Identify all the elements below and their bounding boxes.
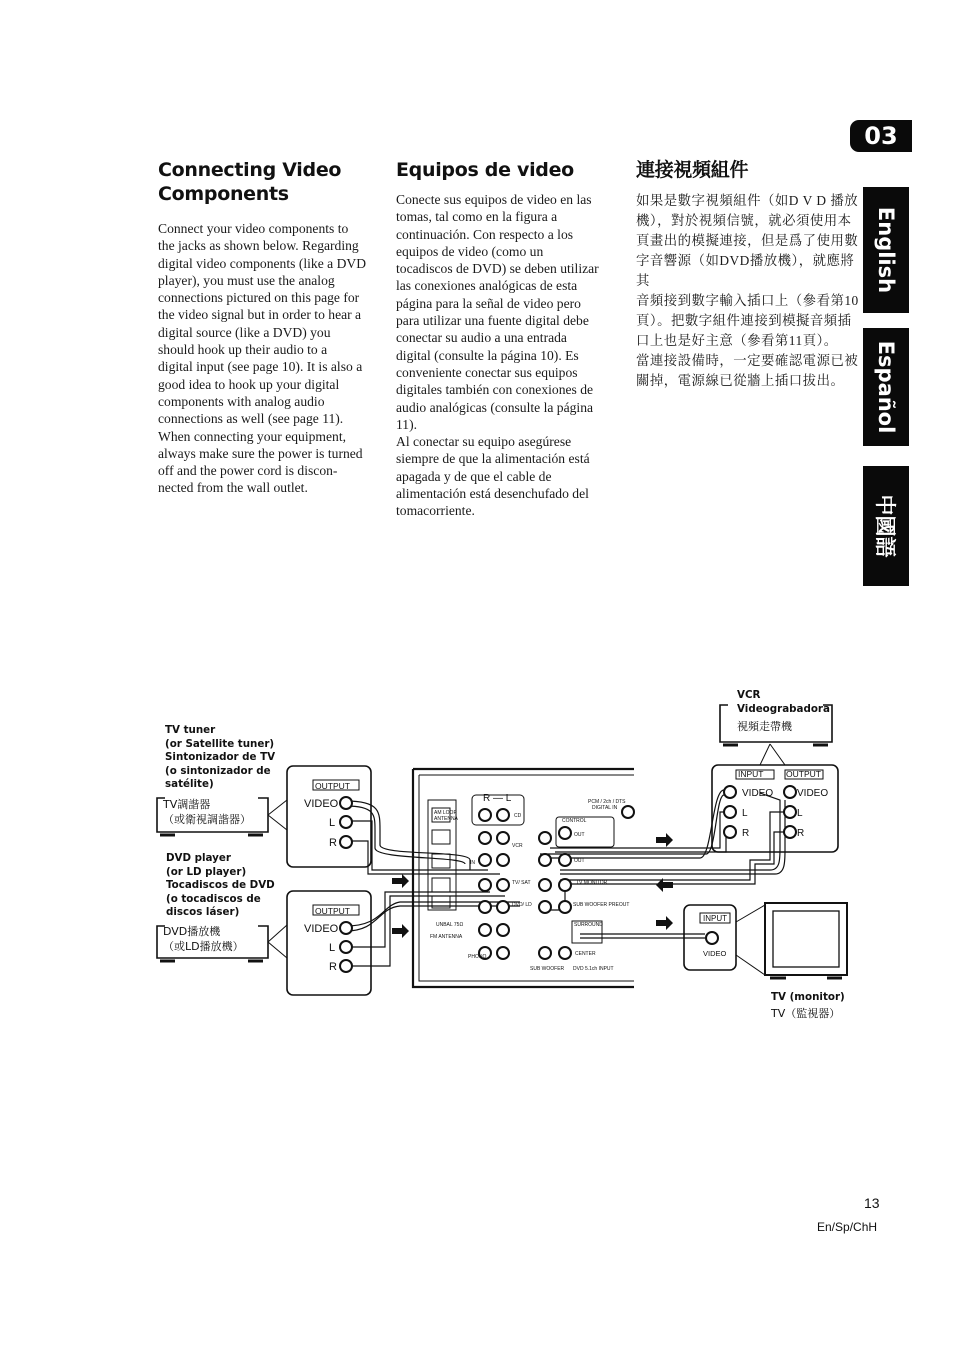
text-line: good idea to hook up your digital <box>158 376 340 392</box>
text-line: conveniente conectar sus equipos <box>396 364 578 380</box>
vcr-label: VCR Videograbadora <box>737 689 830 715</box>
vcr-input-label: INPUT <box>738 769 764 779</box>
text-line: audio analógicas (consulte la página <box>396 399 594 415</box>
text-line: página para la señal de video pero <box>396 295 581 311</box>
fm-antenna-label: FM ANTENNA <box>430 934 463 940</box>
dvd-l-label: L <box>329 942 336 954</box>
tv-input-label: INPUT <box>703 914 727 923</box>
vcr-zh: 視頻走帶機 <box>737 720 792 733</box>
am-antenna-label: ANTENNA <box>434 816 458 822</box>
text-line: the video signal but in order to hear a <box>158 307 362 323</box>
tv-monitor-device <box>765 903 847 975</box>
text-line: DVD player <box>166 852 231 864</box>
dvd-player-zh: DVD播放機 （或LD播放機） <box>163 925 244 953</box>
text-line: off and the power cord is discon- <box>158 463 338 479</box>
vcr-in-l-label: L <box>742 808 748 819</box>
text-line: the jacks as shown below. Regarding <box>158 238 359 254</box>
text-line: satélite) <box>165 778 214 791</box>
text-line: equipos de video (como un <box>396 243 544 259</box>
tab-english-label: English <box>874 206 898 294</box>
tv-tuner-l-label: L <box>329 817 336 829</box>
text-line: connections pictured on this page for <box>158 290 360 306</box>
text-line: 如果是數字視頻組件（如D V D 播放 <box>636 193 859 208</box>
surround-label: SURROUND <box>574 922 603 928</box>
text-line: nected from the wall outlet. <box>158 480 308 496</box>
center-label: CENTER <box>575 951 596 957</box>
jack-group <box>340 786 796 972</box>
tv-tuner-r-label: R <box>329 837 337 849</box>
cd-label: CD <box>514 813 522 819</box>
text-line: Conecte sus equipos de video en las <box>396 192 592 207</box>
text-line: (or Satellite tuner) <box>165 737 275 750</box>
chinese-title: 連接視頻組件 <box>636 159 749 181</box>
dvd-ld-label: DVD/ LD <box>512 902 532 908</box>
text-line: (o sintonizador de <box>165 764 271 777</box>
chapter-badge: 03 <box>850 120 912 152</box>
english-title: Connecting Video Components <box>158 159 342 205</box>
phono-label: PHONO <box>468 954 487 960</box>
tab-espanol-label: Español <box>874 340 898 434</box>
tv-video-label: VIDEO <box>703 949 727 958</box>
dvd-player-device <box>157 926 268 958</box>
text-line: tomas, tal como en la figura a <box>396 209 558 225</box>
vcr-device <box>720 705 832 742</box>
subwoofer-label: SUB WOOFER <box>530 966 565 972</box>
text-line: components with analog audio <box>158 393 325 409</box>
text-line: Tocadiscos de DVD <box>166 879 275 892</box>
text-line: 機），對於視頻信號，就必須使用本 <box>636 213 852 228</box>
text-line: player), you must use the analog <box>158 272 335 288</box>
text-line: 口上也是好主意（參看第11頁）。 <box>636 333 838 348</box>
signal-arrows <box>392 833 673 938</box>
text-line: 頁）。把數字組件連接到模擬音頻插 <box>636 313 852 328</box>
tv-sat-label: TV/ SAT <box>512 880 531 886</box>
vcr-in-label: IN <box>470 860 475 866</box>
tv-monitor-jack-label: TV MONITOR <box>576 880 608 886</box>
am-loop-label: AM LOOP <box>434 810 457 816</box>
text-line: digital source (like a DVD) you <box>158 324 331 340</box>
text-line: 字音響源（如DVD播放機），就應將其 <box>636 253 855 288</box>
tab-chinese-label: 中國語 <box>873 494 897 558</box>
text-line: digitales también con conexiones de <box>396 382 594 398</box>
tv-tuner-video-label: VIDEO <box>304 798 339 810</box>
dvd51-label: DVD 5.1ch INPUT <box>573 966 614 972</box>
spanish-title: Equipos de video <box>396 159 574 181</box>
text-line: las conexiones analógicas de esta <box>396 278 578 294</box>
dvd-r-label: R <box>329 961 337 973</box>
vcr-out-l-label: L <box>797 808 803 819</box>
tv-tuner-device <box>157 798 268 832</box>
text-line: alimentación está desenchufado del <box>396 486 589 502</box>
dvd-output-label: OUTPUT <box>315 906 350 916</box>
text-line: digital input (see page 10). It is also a <box>158 359 363 375</box>
text-line: tomacorriente. <box>396 503 475 519</box>
text-line: (o tocadiscos de <box>166 892 261 905</box>
text-line: always make sure the power is turned <box>158 445 363 461</box>
text-line: When connecting your equipment, <box>158 428 346 444</box>
dvd-video-label: VIDEO <box>304 923 339 935</box>
vcr-in-video-label: VIDEO <box>742 788 774 799</box>
text-line: connections as well (see page 11). <box>158 411 344 427</box>
language-code: En/Sp/ChH <box>817 1220 878 1234</box>
text-line: para utilizar una fuente digital debe <box>396 313 589 329</box>
text-line: (or LD player) <box>166 865 247 878</box>
control-label: CONTROL <box>562 818 587 824</box>
text-line: 音頻接到數字輸入插口上（參看第10 <box>636 293 859 308</box>
page-number: 13 <box>864 1195 880 1211</box>
text-line: tocadiscos de DVD) se deben utilizar <box>396 261 599 277</box>
text-line: Al conectar su equipo asegúrese <box>396 434 572 450</box>
tv-tuner-output-label: OUTPUT <box>315 781 350 791</box>
text-line: apagada y de que el cable de <box>396 468 552 484</box>
tv-monitor-zh: TV（監視器） <box>771 1007 841 1020</box>
text-line: digital (consulte la página 10). Es <box>396 347 579 363</box>
text-line: 頁畫出的模擬連接，但是爲了使用數 <box>636 233 859 248</box>
vcr-jack-label: VCR <box>512 843 523 849</box>
text-line: conectar su audio a una entrada <box>396 330 567 346</box>
vcr-out-video-label: VIDEO <box>797 788 829 799</box>
unbal-label: UNBAL 75Ω <box>436 922 464 928</box>
text-line: Connect your video components to <box>158 221 349 236</box>
receiver-rl-label: R — L <box>483 793 512 804</box>
vcr-out-r-label: R <box>797 828 805 839</box>
pcm-label: PCM / 2ch / DTS <box>588 799 626 805</box>
text-line: siempre de que la alimentación está <box>396 451 590 467</box>
text-line: continuación. Con respecto a los <box>396 226 574 242</box>
text-line: 11). <box>396 416 418 432</box>
monitor-out-label: OUT <box>574 858 585 864</box>
text-line: should hook up their audio to a <box>158 342 328 358</box>
vcr-in-r-label: R <box>742 828 750 839</box>
text-line: Sintonizador de TV <box>165 751 276 764</box>
text-line: 當連接設備時，一定要確認電源已被 <box>636 353 859 368</box>
tv-tuner-zh: TV調諧器 （或衛視調諧器） <box>163 798 251 826</box>
text-line: digital video components (like a DVD <box>158 255 367 271</box>
text-line: discos láser) <box>166 906 240 919</box>
sub-woofer-preout-label: SUB WOOFER PREOUT <box>573 902 630 908</box>
vcr-output-label: OUTPUT <box>786 769 821 779</box>
tv-monitor-label: TV (monitor) <box>771 991 845 1003</box>
text-line: 關掉，電源線已從牆上插口拔出。 <box>636 373 845 388</box>
control-out-label: OUT <box>574 832 585 838</box>
digital-in-label: DIGITAL IN <box>592 805 618 811</box>
text-line: TV tuner <box>165 724 216 736</box>
